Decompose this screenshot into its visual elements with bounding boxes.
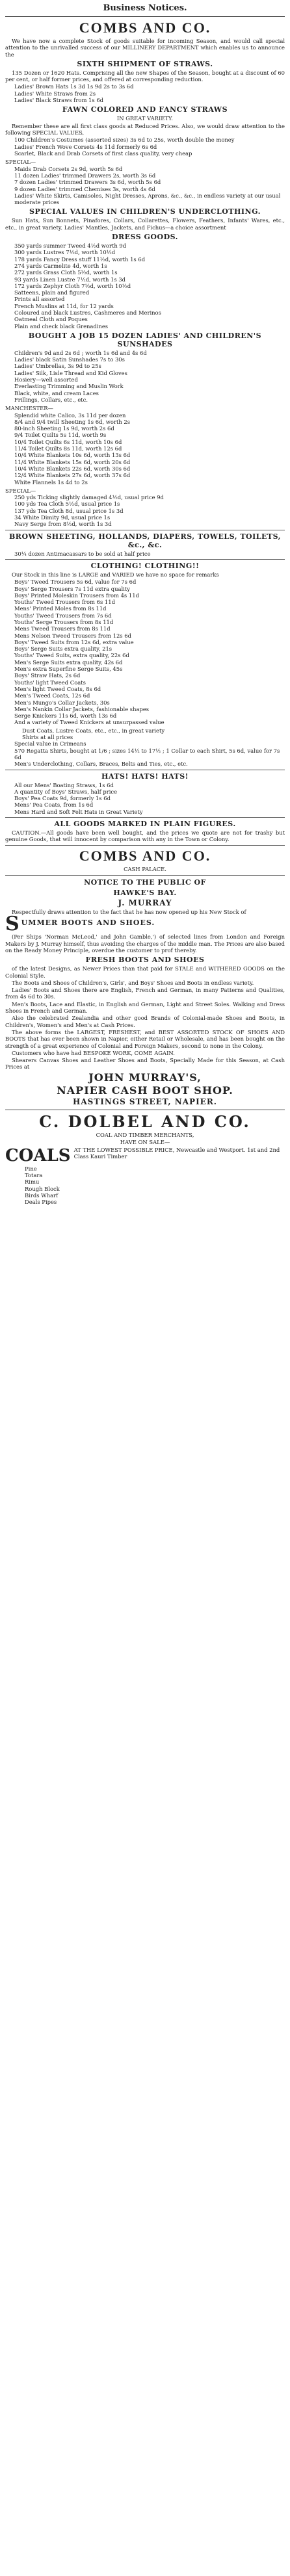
dress-line: 350 yards summer Tweed 4½d worth 9d	[14, 242, 127, 250]
clothing-line: Youths' Serge Trousers from 8s 11d	[14, 618, 114, 625]
timber-item: Pine	[25, 1165, 37, 1172]
fawn-subheading: IN GREAT VARIETY.	[116, 115, 174, 122]
dress-line: 300 yards Lustres 7½d, worth 10½d	[14, 249, 116, 256]
clothing-line: Boys' Serge Trousers 7s 11d extra quality	[14, 585, 130, 592]
dress-line: 172 yards Zephyr Cloth 7½d, worth 10½d	[14, 282, 131, 289]
dress-line: Plain and check black Grenadines	[14, 322, 109, 330]
special-line: Ladies' White Skirts, Camisoles, Night Dresses, Aprons, &c., &c., in endless variety at our usual moderate prices	[14, 192, 281, 206]
divider	[5, 16, 285, 17]
clothing-intro: Our Stock in this line is LARGE and VARIED we have no space for remarks	[12, 571, 219, 578]
dress-line: 272 yards Grass Cloth 5½d, worth 1s	[14, 269, 118, 276]
shipment-heading: SIXTH SHIPMENT OF STRAWS.	[77, 59, 213, 68]
dolbel-sub: COAL AND TIMBER MERCHANTS,	[96, 1131, 194, 1138]
murray-text: (Per Ships 'Norman McLeod,' and John Gamble,') of selected lines from London and Foreign Makers by J. Murray himself, thus avoiding the charges of the middle man. The Prices are also based on the Ready Money Principle, overdue the customer to prof thereby.	[5, 933, 285, 954]
special-list	[5, 166, 285, 206]
clothing-line: Mens Nelson Tweed Trousers from 12s 6d	[14, 632, 131, 639]
sunshades-line: Hosiery—well assorted	[14, 376, 78, 384]
timber-item: Rimu	[25, 1178, 40, 1186]
sunshades-line: Ladies' Umbrellas, 3s 9d to 25s	[14, 363, 101, 370]
cash-palace: CASH PALACE.	[124, 865, 166, 872]
section-title: Business Notices.	[103, 3, 187, 13]
brown-heading: BROWN SHEETING, HOLLANDS, DIAPERS, TOWELS, TOILETS, &c., &c.	[9, 532, 281, 549]
fawn-heading: FAWN COLORED AND FANCY STRAWS	[62, 105, 228, 114]
dress-line: 274 yards Carmelite 4d, worth 1s	[14, 262, 107, 269]
dust-coats-line: Dust Coats, Lustre Coats, etc., etc., in great variety	[22, 727, 165, 734]
values-line: 100 Children's Costumes (assorted sizes) 3s 6d to 25s, worth double the money	[14, 137, 235, 144]
manchester-line: White Flannels 1s 4d to 2s	[14, 478, 88, 486]
notice-heading: NOTICE TO THE PUBLIC OF	[84, 878, 206, 887]
clothing-line: Boys' Tweed Suits from 12s 6d, extra value	[14, 638, 134, 645]
special-label: SPECIAL—	[5, 159, 36, 166]
manchester-list	[5, 412, 285, 486]
clothing-line: Mens Tweed Trousers from 8s 11d	[14, 625, 111, 632]
dress-heading: DRESS GOODS.	[111, 233, 179, 242]
caution-text: CAUTION.—All goods have been well bought, and the prices we quote are not for trashy but genuine Goods, that will innocent by comparison with any in the Town or Colony.	[5, 829, 285, 843]
sunshades-line: Children's 9d and 2s 6d ; worth 1s 6d and 4s 6d	[14, 349, 147, 356]
coals-block	[5, 1147, 285, 1165]
special-list	[5, 494, 285, 527]
hats-line: Mens' Pea Coats, from 1s 6d	[14, 801, 94, 809]
dress-line: Satteens, plain and figured	[14, 289, 90, 296]
murray-text: The above forms the LARGEST, FRESHEST, and BEST ASSORTED STOCK OF SHOES AND BOOTS that has ever been shown in Napier, either Retail or Wholesale, and has been bought on the strength of a great experience of Colonial and Foreign Makers, second to none in the Colony.	[5, 1028, 285, 1049]
special-line: Navy Serge from 8½d, worth 1s 3d	[14, 521, 112, 528]
combs-title: COMBS AND CO.	[79, 20, 211, 36]
clothing-line: Men's extra Superfine Serge Suits, 45s	[14, 666, 123, 673]
timber-item: Birds Wharf	[25, 1191, 59, 1199]
clothing-line: Men's Tweed Coats, 12s 6d	[14, 692, 90, 699]
murray-text: Shearers Canvas Shoes and Leather Shoes and Boots, Specially Made for this Season, at Cash Prices at	[5, 1057, 285, 1071]
manchester-line: Splendid white Calico, 3s 11d per dozen	[14, 411, 126, 419]
sunshades-line: Black, white, and cream Laces	[14, 389, 99, 397]
newspaper-page	[0, 0, 290, 1206]
fresh-heading: FRESH BOOTS AND SHOES	[85, 956, 205, 965]
special-line: Maids Drab Corsets 2s 9d, worth 5s 6d	[14, 165, 123, 172]
murray-shop-line: NAPIER CASH BOOT SHOP.	[57, 1084, 233, 1097]
manchester-line: 12/4 White Blankets 27s 6d, worth 37s 6d	[14, 472, 131, 479]
divider	[5, 845, 285, 846]
dress-line: Prints all assorted	[14, 296, 65, 303]
special-line: 7 dozen Ladies' trimmed Drawers 3s 6d, worth 5s 6d	[14, 179, 161, 186]
divider	[5, 875, 285, 876]
sunshades-line: Ladies' black Satin Sunshades 7s to 30s	[14, 356, 125, 363]
timber-item: Deals Pipes	[25, 1199, 57, 1206]
sunshades-line: Everlasting Trimming and Muslin Work	[14, 383, 124, 390]
murray-text: Also the celebrated Zealandia and other good Brands of Colonial-made Shoes and Boots, in Children's, Women's and Men's at Cash Prices.	[5, 1015, 285, 1028]
special-line: 9 dozen Ladies' trimmed Chemises 3s, worth 4s 6d	[14, 185, 155, 192]
shirts-item: 570 Regatta Shirts, bought at 1/6 ; sizes 14½ to 17½ ; 1 Collar to each Shirt, 5s 6d, value for 7s 6d	[14, 747, 280, 761]
shirts-item: Men's Underclothing, Collars, Braces, Belts and Ties, etc., etc.	[14, 761, 188, 768]
murray-text: Ladies' Boots and Shoes there are English, French and German, in many Patterns and Qualities, from 4s 6d to 30s.	[5, 987, 285, 1000]
manchester-line: 80-inch Sheeting 1s 9d, worth 2s 6d	[14, 425, 114, 432]
manchester-line: 11/4 White Blankets 15s 6d, worth 20s 6d	[14, 458, 131, 465]
manchester-line: 9/4 Toilet Quilts 5s 11d, worth 9s	[14, 432, 107, 439]
special-label: SPECIAL—	[5, 487, 36, 494]
dress-line: 93 yards Linen Lustre 7½d, worth 1s 3d	[14, 276, 126, 283]
clothing-line: Youths' Tweed Suits, extra quality, 22s 6d	[14, 652, 129, 659]
shipment-line: Ladies' Black Straws from 1s 6d	[14, 97, 104, 104]
timber-list	[5, 1165, 285, 1206]
clothing-line: Boys' Tweed Trousers 5s 6d, value for 7s 6d	[14, 579, 137, 586]
sunshades-line: Frillings, Collars, etc., etc.	[14, 396, 88, 403]
clothing-line: Youths' light Tweed Coats	[14, 679, 86, 686]
clothing-line: Men's Nankin Collar Jackets, fashionable shapes	[14, 705, 150, 712]
sunshades-list	[5, 350, 285, 403]
shipment-list	[5, 70, 285, 103]
murray-shop-name: JOHN MURRAY'S,	[88, 1071, 202, 1084]
dress-list	[5, 242, 285, 330]
manchester-line: 11/4 Toilet Quilts 8s 11d, worth 12s 6d	[14, 445, 122, 452]
murray-text: of the latest Designs, as Newer Prices than that paid for STALE and WITHERED GOODS on the Colonial Style.	[5, 965, 285, 979]
values-list	[5, 137, 285, 157]
hats-line: Boys' Pea Coats 9d, formerly 1s 6d	[14, 795, 111, 802]
murray-intro: Respectfully draws attention to the fact that he has now opened up his New Stock of	[12, 909, 246, 916]
underclothing-text: Sun Hats, Sun Bonnets, Pinafores, Collars, Collarettes, Flowers, Feathers, Infants' Wares, etc., etc., in great variety. Ladies' Mantles, Jackets, and Fichus—a choice assortment	[5, 217, 285, 231]
murray-text: Customers who have had BESPOKE WORK, COME AGAIN.	[12, 1049, 175, 1056]
clothing-line: Boys' Straw Hats, 2s 6d	[14, 672, 81, 679]
dress-line: French Muslins at 11d, for 12 yards	[14, 302, 114, 309]
dolbel-sub-2: HAVE ON SALE—	[120, 1139, 170, 1146]
clothing-line: Mens' Printed Moles from 8s 11d	[14, 605, 107, 612]
special-line: 250 yds Ticking slightly damaged 4½d, usual price 9d	[14, 494, 164, 501]
clothing-line: Youths' Tweed Trousers from 6s 11d	[14, 599, 115, 606]
clothing-line: Boys' Serge Suits extra quality, 21s	[14, 645, 112, 653]
hats-list	[5, 782, 285, 815]
dolbel-title: C. DOLBEL AND CO.	[39, 1112, 251, 1131]
shirts-item: Special value in Crimeans	[14, 740, 86, 748]
murray-name: J. MURRAY	[118, 898, 172, 908]
manchester-line: 10/4 Toilet Quilts 6s 11d, worth 10s 6d	[14, 438, 122, 445]
hats-line: Mens Hard and Soft Felt Hats in Great Variety	[14, 808, 143, 815]
sunshades-line: Ladies' Silk, Lisle Thread and Kid Gloves	[14, 369, 127, 376]
clothing-line: Men's Mungo's Collar Jackets, 30s	[14, 699, 110, 706]
clothing-line: And a variety of Tweed Knickers at unsurpassed value	[14, 719, 165, 726]
dress-line: Coloured and black Lustres, Cashmeres and Merinos	[14, 309, 161, 316]
coals-word: COALS	[5, 1145, 71, 1165]
divider	[5, 559, 285, 560]
murray-advertisement	[5, 878, 285, 1107]
combs-title-footer: COMBS AND CO.	[79, 847, 211, 864]
murray-text: The Boots and Shoes of Children's, Girls', and Boys' Shoes and Boots in endless variety.	[12, 979, 254, 986]
manchester-label: MANCHESTER—	[5, 405, 53, 412]
clothing-line: Men's light Tweed Coats, 8s 6d	[14, 685, 101, 692]
dress-line: Oatmeal Cloth and Poques	[14, 316, 88, 323]
manchester-line: 10/4 White Blankets 22s 6d, worth 30s 6d	[14, 465, 131, 472]
shirts-list	[5, 740, 285, 767]
shipment-line: Ladies' White Straws from 2s	[14, 90, 96, 97]
special-line: 11 dozen Ladies' trimmed Drawers 2s, worth 3s 6d	[14, 172, 156, 179]
hats-line: All our Mens' Boating Straws, 1s 6d	[14, 781, 114, 788]
hats-heading: HATS! HATS! HATS!	[101, 772, 189, 781]
timber-item: Totara	[25, 1172, 43, 1179]
special-line: 34 White Dimity 9d, usual price 1s	[14, 514, 111, 521]
combs-advertisement	[5, 20, 285, 872]
hats-line: A quantity of Boys' Straws, half price	[14, 788, 118, 795]
sunshades-heading: BOUGHT A JOB 15 DOZEN LADIES' AND CHILDREN'S SUNSHADES	[28, 331, 262, 348]
antimacassar-line: 30¼ dozen Antimacassars to be sold at half price	[14, 550, 151, 557]
manchester-line: 8/4 and 9/4 twill Sheeting 1s 6d, worth 2s	[14, 418, 130, 425]
dropcap: S	[5, 913, 20, 936]
special-line: 137 yds Tea Cloth 8d, usual price 1s 3d	[14, 507, 124, 514]
clothing-line: Men's Serge Suits extra quality, 42s 6d	[14, 658, 123, 666]
clothing-line: Boys' Printed Moleskin Trousers from 4s 11d	[14, 592, 139, 599]
summer-title-block	[5, 913, 285, 936]
remember-text: Remember these are all first class goods at Reduced Prices. Also, we would draw attention to the following SPECIAL VALUES,	[5, 122, 285, 137]
clothing-list	[5, 579, 285, 726]
clothing-line: Youths' Tweed Trousers from 7s 6d	[14, 612, 112, 619]
underclothing-heading: SPECIAL VALUES IN CHILDREN'S UNDERCLOTHING.	[29, 207, 261, 216]
murray-text: Men's Boots, Lace and Elastic, in English and German, Light and Street Soles. Walking and Dress Shoes in French and German.	[5, 1000, 285, 1015]
divider	[5, 817, 285, 818]
manchester-line: 10/4 White Blankets 10s 6d, worth 13s 6d	[14, 452, 131, 459]
clothing-line: Serge Knickers 11s 6d, worth 13s 6d	[14, 712, 117, 720]
dress-line: 178 yards Fancy Dress stuff 11½d, worth 1s 6d	[14, 255, 146, 263]
values-line: Scarlet, Black and Drab Corsets of first class quality, very cheap	[14, 150, 192, 157]
murray-address: HASTINGS STREET, NAPIER.	[73, 1097, 217, 1106]
combs-intro: We have now a complete Stock of goods suitable for incoming Season, and would call special attention to the unrivalled success of our MILLINERY DEPARTMENT which enables us to announce the	[5, 38, 285, 58]
summer-title: UMMER BOOTS AND SHOES.	[21, 918, 155, 928]
notice-heading-2: HAWKE'S BAY.	[113, 889, 177, 898]
dolbel-advertisement	[5, 1113, 285, 1206]
shipment-line: 135 Dozen or 1620 Hats. Comprising all the new Shapes of the Season, bought at a discount of 60 per cent, or half former prices, and offered at corresponding reduction.	[5, 69, 285, 83]
marked-heading: ALL GOODS MARKED IN PLAIN FIGURES.	[54, 820, 236, 828]
shirts-line: Shirts at all prices	[22, 734, 73, 741]
clothing-heading: CLOTHING! CLOTHING!!	[90, 561, 200, 570]
special-line: 100 yds Tea Cloth 5½d, usual price 1s	[14, 501, 120, 508]
timber-item: Rough Block	[25, 1185, 60, 1192]
values-line: Ladies' French Wove Corsets 4s 11d formerly 6s 6d	[14, 143, 157, 150]
coals-text: AT THE LOWEST POSSIBLE PRICE, Newcastle and Westport. 1st and 2nd Class Kauri Timber	[73, 1146, 280, 1160]
shipment-line: Ladies' Brown Hats 1s 3d 1s 9d 2s to 3s 6d	[14, 83, 134, 90]
